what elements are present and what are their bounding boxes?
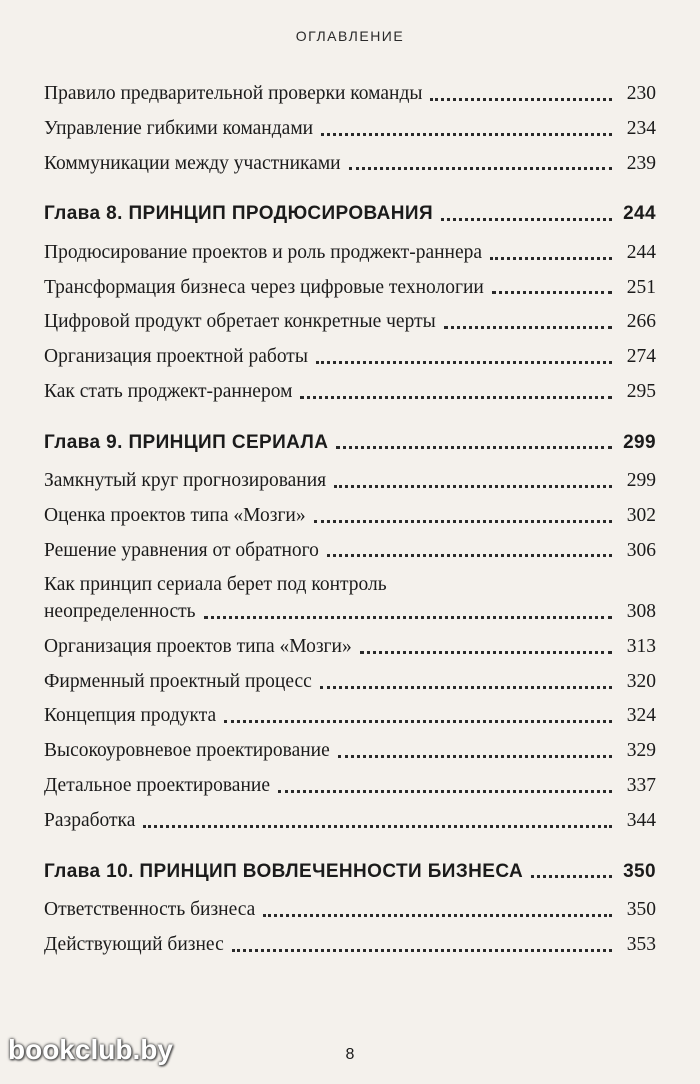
toc-entry-title: Разработка [44,809,136,831]
toc-entry [44,739,656,764]
toc-entry [44,704,656,729]
toc-entry-page: 337 [626,774,656,796]
toc-entry [44,670,656,695]
dot-leader [334,485,612,488]
toc-entry [44,635,656,660]
dot-leader [327,554,612,557]
toc-entry-page: 308 [626,601,656,623]
dot-leader [278,790,612,793]
toc-entry-title: Глава 10. ПРИНЦИП ВОВЛЕЧЕННОСТИ БИЗНЕСА [44,860,524,882]
dot-leader [360,651,612,654]
toc-entry-title: Ответственность бизнеса [44,899,256,920]
toc-entry-page: 299 [626,470,656,492]
toc-chapter-heading [44,202,656,226]
toc-entry-line2 [44,600,656,625]
toc-entry-page: 251 [626,276,656,298]
dot-leader [263,914,612,917]
toc-entry-title: неопределенность [44,601,196,623]
dot-leader [143,825,612,828]
dot-leader [492,291,612,294]
toc-entry-page: 239 [626,152,656,174]
toc-entry-title: Управление гибкими командами [44,117,314,139]
toc-entry [44,539,656,564]
toc-entry-page: 274 [626,346,656,368]
toc-entry-page: 266 [626,311,656,333]
dot-leader [531,875,612,878]
toc-entry-page: 350 [626,899,656,920]
toc-entry-page: 306 [626,539,656,561]
toc-entry-title: Решение уравнения от обратного [44,539,319,561]
toc-entry [44,241,656,266]
table-of-contents [44,82,656,968]
toc-entry-page: 350 [623,860,656,882]
toc-entry [44,898,656,923]
toc-entry-title: Высокоуровневое проектирование [44,740,330,762]
dot-leader [338,755,612,758]
dot-leader [336,446,612,449]
toc-entry-page: 234 [626,117,656,139]
page-title: ОГЛАВЛЕНИЕ [295,28,405,44]
toc-entry [44,809,656,834]
dot-leader [490,257,612,260]
toc-entry-title: Детальное проектирование [44,774,270,796]
toc-entry-page: 324 [626,705,656,727]
toc-entry [44,276,656,301]
dot-leader [232,949,612,952]
toc-entry-title: Правило предварительной проверки команды [44,83,423,104]
toc-entry-title: Продюсирование проектов и роль проджект-раннера [44,241,483,263]
toc-entry-page: 353 [626,933,656,955]
toc-entry-title: Коммуникации между участниками [44,152,341,174]
toc-entry [44,152,656,177]
dot-leader [224,720,612,723]
toc-entry-title: Оценка проектов типа «Мозги» [44,504,306,526]
dot-leader [300,396,612,399]
toc-entry-title: Организация проектов типа «Мозги» [44,635,352,657]
toc-entry-page: 320 [626,670,656,692]
dot-leader [430,98,612,101]
dot-leader [320,686,612,689]
toc-entry-title: Замкнутый круг прогнозирования [44,470,327,492]
toc-entry-title: Концепция продукта [44,705,217,727]
toc-entry-page: 230 [626,83,656,104]
toc-entry-page: 329 [626,740,656,762]
toc-entry-page: 244 [626,241,656,263]
toc-entry [44,573,656,625]
toc-entry [44,82,656,107]
dot-leader [321,133,612,136]
dot-leader [316,361,612,364]
dot-leader [441,218,612,221]
toc-entry-title: Действующий бизнес [44,933,224,955]
toc-entry-title: Цифровой продукт обретает конкретные черты [44,311,436,333]
toc-entry-title: Глава 9. ПРИНЦИП СЕРИАЛА [44,431,329,453]
toc-entry-title: Глава 8. ПРИНЦИП ПРОДЮСИРОВАНИЯ [44,203,434,225]
toc-entry-page: 244 [623,203,656,225]
toc-entry [44,310,656,335]
toc-entry [44,469,656,494]
toc-entry-title: Трансформация бизнеса через цифровые технологии [44,276,484,298]
page-number: 8 [345,1046,355,1063]
dot-leader [444,326,612,329]
toc-entry-page: 302 [626,504,656,526]
toc-chapter-heading [44,431,656,455]
watermark-logo: bookclub.by [8,1034,173,1065]
dot-leader [314,520,612,523]
toc-entry-title: Организация проектной работы [44,346,308,368]
toc-chapter-heading [44,860,656,884]
toc-entry [44,504,656,529]
dot-leader [349,167,612,170]
toc-entry-page: 313 [626,635,656,657]
toc-entry [44,933,656,958]
toc-entry-title-line1: Как принцип сериала берет под контроль [44,574,387,596]
toc-entry [44,345,656,370]
toc-entry-page: 299 [623,431,656,453]
dot-leader [204,616,612,619]
toc-entry-title: Как стать проджект-раннером [44,380,293,402]
toc-entry [44,117,656,142]
toc-entry [44,380,656,405]
toc-entry [44,774,656,799]
toc-entry-page: 344 [626,809,656,831]
toc-entry-page: 295 [626,380,656,402]
toc-entry-title: Фирменный проектный процесс [44,670,312,692]
